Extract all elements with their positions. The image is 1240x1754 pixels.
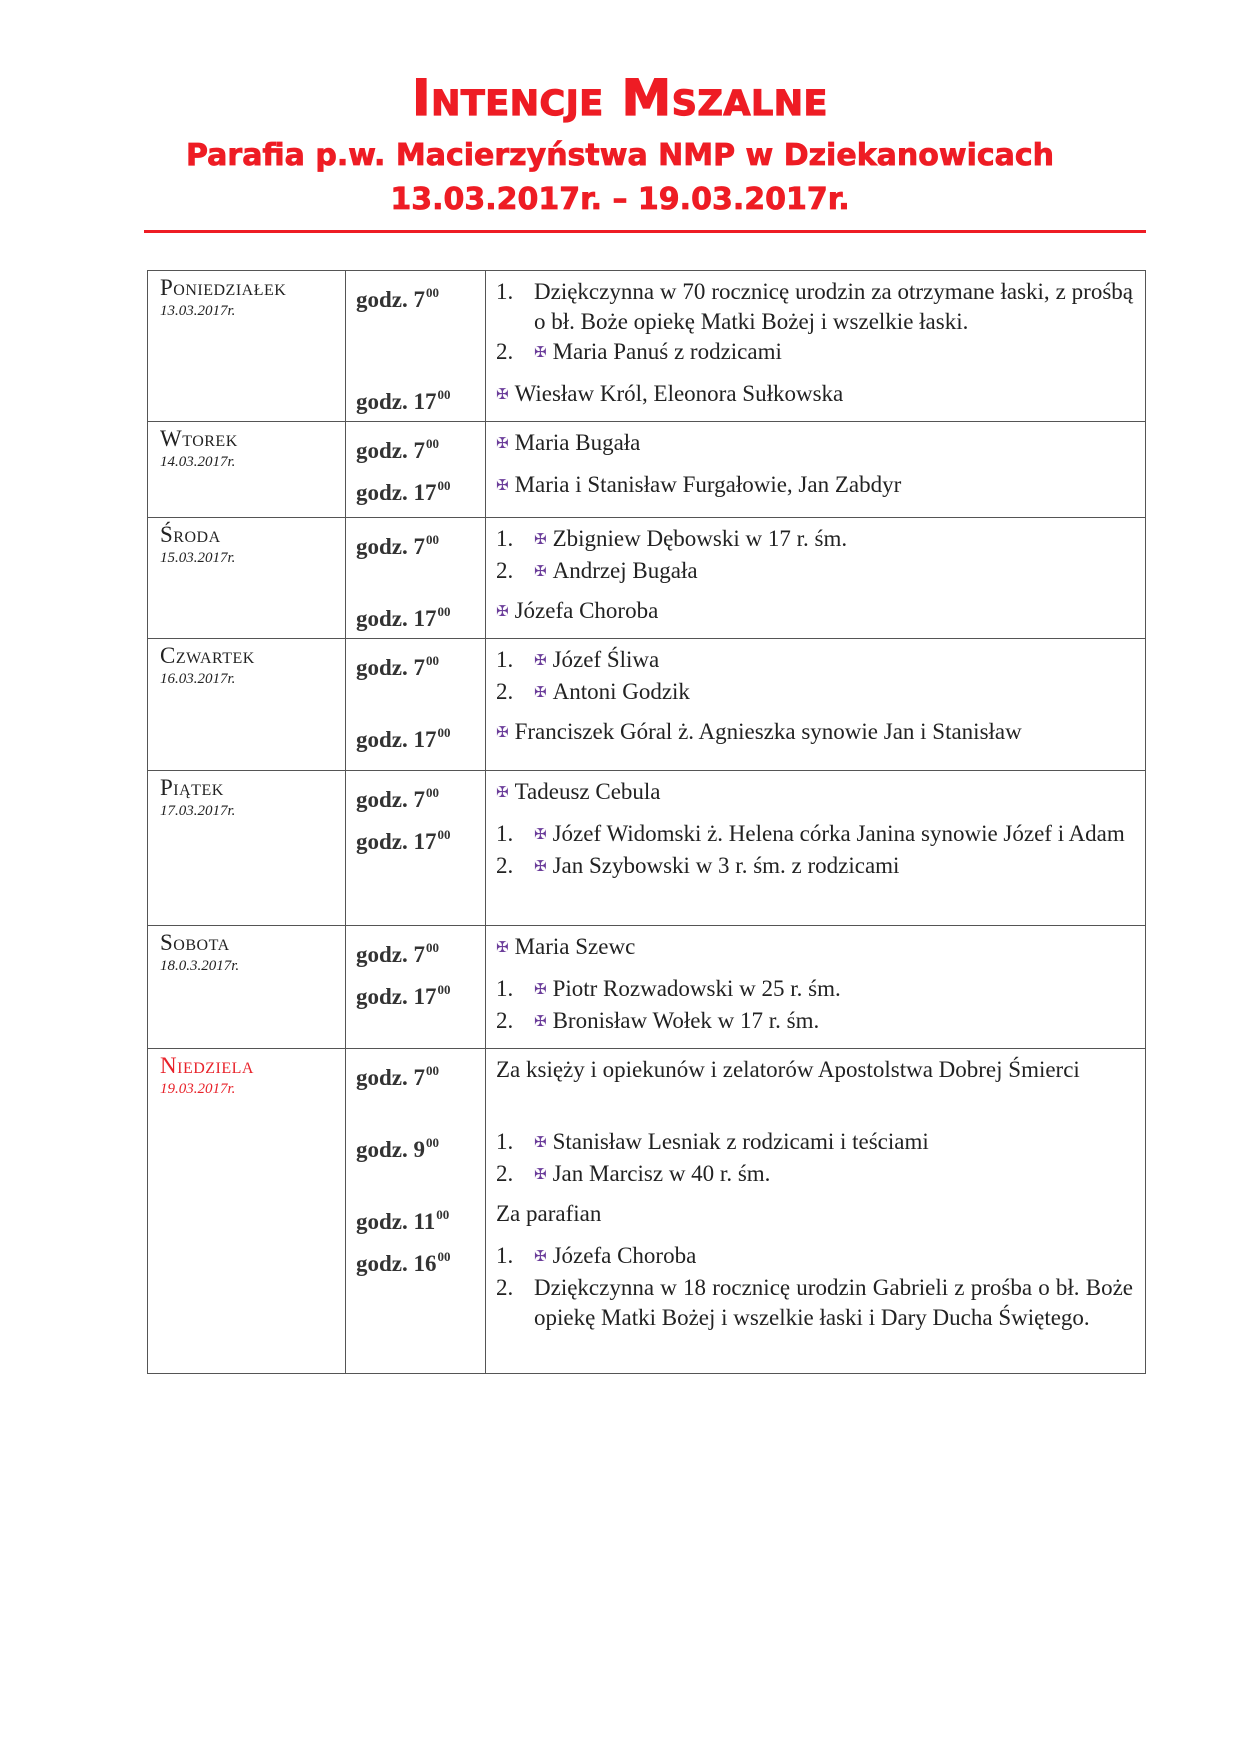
mass-hour: godz. 7 — [356, 287, 425, 312]
day-cell — [148, 271, 346, 422]
intention-number: 1. — [496, 1129, 514, 1154]
day-row — [148, 271, 1146, 422]
day-date: 13.03.2017r. — [160, 303, 236, 319]
cross-icon: ✠ — [534, 980, 547, 998]
intention-number: 1. — [496, 526, 514, 551]
intention-cell — [486, 271, 1146, 422]
intention-cell — [486, 639, 1146, 771]
day-cell — [148, 639, 346, 771]
cross-icon: ✠ — [496, 434, 509, 452]
date-range: 13.03.2017r. – 19.03.2017r. — [390, 182, 850, 217]
mass-minutes: 00 — [437, 478, 451, 493]
day-name: Wtorek — [160, 426, 238, 451]
intention-item — [496, 1241, 1133, 1273]
intention-label: Dziękczynna w 70 rocznicę urodzin za otrzymane łaski, z prośbą o bł. Boże opiekę Matki Bożej i wszelkie łaski. — [534, 279, 1133, 334]
day-row — [148, 639, 1146, 771]
mass-time — [346, 1127, 485, 1199]
intention-text — [496, 596, 1133, 628]
day-name: Niedziela — [160, 1053, 254, 1078]
mass-time — [346, 819, 485, 891]
mass-intentions — [486, 1241, 1145, 1373]
mass-minutes: 00 — [426, 532, 439, 547]
intention-item — [496, 777, 1133, 809]
intention-item — [496, 819, 1133, 851]
intention-number: 1. — [496, 1243, 514, 1268]
mass-hour: godz. 17 — [356, 829, 437, 854]
intention-cell — [486, 926, 1146, 1049]
intention-text — [496, 1055, 1133, 1085]
intention-label: Józefa Choroba — [514, 598, 659, 623]
intention-text — [534, 556, 1133, 588]
day-name: Piątek — [160, 775, 224, 800]
intention-label: Bronisław Wołek w 17 r. śm. — [552, 1008, 820, 1033]
intention-label: Zbigniew Dębowski w 17 r. śm. — [552, 526, 848, 551]
mass-hour: godz. 17 — [356, 389, 437, 414]
intention-item — [496, 974, 1133, 1006]
intention-item — [496, 1159, 1133, 1191]
day-name: Czwartek — [160, 643, 255, 668]
mass-time — [346, 717, 485, 759]
intention-item — [496, 524, 1133, 556]
mass-intentions — [486, 428, 1145, 470]
intention-text — [496, 428, 1133, 460]
mass-time — [346, 1055, 485, 1127]
mass-intentions — [486, 277, 1145, 379]
cross-icon: ✠ — [496, 723, 509, 741]
intention-label: Józefa Choroba — [552, 1243, 697, 1268]
cross-icon: ✠ — [534, 530, 547, 548]
mass-time — [346, 1241, 485, 1373]
intention-number: 2. — [496, 558, 514, 583]
day-cell — [148, 1049, 346, 1374]
cross-icon: ✠ — [534, 1012, 547, 1030]
mass-time — [346, 777, 485, 819]
mass-hour: godz. 7 — [356, 942, 425, 967]
mass-hour: godz. 7 — [356, 655, 425, 680]
mass-minutes: 00 — [437, 604, 451, 619]
intention-item — [496, 1055, 1133, 1085]
intention-number: 2. — [496, 1275, 514, 1300]
mass-minutes: 00 — [426, 1063, 439, 1078]
mass-minutes: 00 — [436, 1207, 450, 1222]
mass-time — [346, 932, 485, 974]
intention-text — [534, 277, 1133, 337]
intention-item — [496, 932, 1133, 964]
intention-number: 2. — [496, 853, 514, 878]
cross-icon: ✠ — [534, 651, 547, 669]
intention-number: 2. — [496, 679, 514, 704]
mass-time — [346, 524, 485, 596]
intention-item — [496, 556, 1133, 588]
intention-text — [534, 1127, 1133, 1159]
page-header — [0, 62, 1240, 222]
mass-time — [346, 379, 485, 421]
day-name: Środa — [160, 522, 221, 547]
mass-hour: godz. 7 — [356, 438, 425, 463]
time-cell — [346, 639, 486, 771]
cross-icon: ✠ — [534, 825, 547, 843]
mass-hour: godz. 16 — [356, 1251, 437, 1276]
time-cell — [346, 271, 486, 422]
intention-number: 1. — [496, 279, 514, 304]
cross-icon: ✠ — [534, 857, 547, 875]
intention-text — [534, 1241, 1133, 1273]
intention-label: Andrzej Bugała — [552, 558, 698, 583]
intention-item — [496, 677, 1133, 709]
intention-cell — [486, 1049, 1146, 1374]
mass-time — [346, 428, 485, 470]
mass-intentions — [486, 596, 1145, 638]
mass-intentions — [486, 1127, 1145, 1199]
time-cell — [346, 518, 486, 639]
day-row — [148, 926, 1146, 1049]
intention-cell — [486, 771, 1146, 926]
cross-icon: ✠ — [496, 938, 509, 956]
intention-text — [496, 777, 1133, 809]
intention-number: 1. — [496, 976, 514, 1001]
intention-text — [534, 1159, 1133, 1191]
mass-hour: godz. 17 — [356, 480, 437, 505]
intention-item — [496, 1006, 1133, 1038]
mass-minutes: 00 — [437, 725, 451, 740]
mass-hour: godz. 17 — [356, 727, 437, 752]
mass-hour: godz. 17 — [356, 606, 437, 631]
intention-item — [496, 851, 1133, 883]
intention-text — [534, 819, 1133, 851]
mass-intentions — [486, 1199, 1145, 1241]
cross-icon: ✠ — [534, 1247, 547, 1265]
time-cell — [346, 422, 486, 518]
day-name: Sobota — [160, 930, 230, 955]
time-cell — [346, 771, 486, 926]
intention-number: 1. — [496, 821, 514, 846]
mass-hour: godz. 7 — [356, 1065, 425, 1090]
intention-label: Franciszek Góral ż. Agnieszka synowie Jan i Stanisław — [514, 719, 1022, 744]
mass-intentions — [486, 777, 1145, 819]
cross-icon: ✠ — [534, 343, 547, 361]
mass-intentions — [486, 379, 1145, 421]
intention-text — [534, 645, 1133, 677]
mass-minutes: 00 — [437, 982, 451, 997]
mass-time — [346, 470, 485, 512]
mass-intentions — [486, 524, 1145, 596]
day-cell — [148, 926, 346, 1049]
cross-icon: ✠ — [496, 602, 509, 620]
page-title: Intencje Mszalne — [412, 69, 828, 127]
mass-hour: godz. 17 — [356, 984, 437, 1009]
intention-number: 2. — [496, 1008, 514, 1033]
mass-minutes: 00 — [426, 940, 439, 955]
intention-label: Józef Śliwa — [552, 647, 660, 672]
intention-label: Tadeusz Cebula — [514, 779, 661, 804]
day-row — [148, 1049, 1146, 1374]
intention-item — [496, 1127, 1133, 1159]
intention-label: Maria Bugała — [514, 430, 641, 455]
intention-text — [534, 524, 1133, 556]
header-divider — [144, 230, 1146, 233]
intention-item — [496, 470, 1133, 502]
intention-label: Maria i Stanisław Furgałowie, Jan Zabdyr — [514, 472, 902, 497]
day-row — [148, 422, 1146, 518]
intention-label: Józef Widomski ż. Helena córka Janina synowie Józef i Adam — [552, 821, 1125, 846]
mass-hour: godz. 9 — [356, 1137, 425, 1162]
day-date: 17.03.2017r. — [160, 803, 236, 819]
time-cell — [346, 1049, 486, 1374]
intention-label: Dziękczynna w 18 rocznicę urodzin Gabrieli z prośba o bł. Boże opiekę Matki Bożej i wszelkie łaski i Dary Ducha Świętego. — [534, 1275, 1133, 1330]
intention-label: Za parafian — [496, 1201, 602, 1226]
day-cell — [148, 518, 346, 639]
mass-minutes: 00 — [426, 285, 439, 300]
intention-label: Maria Szewc — [514, 934, 636, 959]
cross-icon: ✠ — [496, 476, 509, 494]
intention-text — [496, 470, 1133, 502]
intention-cell — [486, 518, 1146, 639]
intention-text — [496, 932, 1133, 964]
mass-time — [346, 596, 485, 638]
cross-icon: ✠ — [496, 385, 509, 403]
day-date: 18.0.3.2017r. — [160, 958, 240, 974]
intention-cell — [486, 422, 1146, 518]
day-date: 15.03.2017r. — [160, 550, 236, 566]
mass-time — [346, 277, 485, 379]
mass-intentions — [486, 1055, 1145, 1127]
mass-intentions-table — [147, 270, 1146, 1374]
day-date: 19.03.2017r. — [160, 1081, 236, 1097]
intention-item — [496, 277, 1133, 337]
cross-icon: ✠ — [496, 783, 509, 801]
intention-text — [534, 851, 1133, 883]
mass-intentions — [486, 819, 1145, 891]
intention-item — [496, 428, 1133, 460]
mass-minutes: 00 — [426, 653, 439, 668]
intention-text — [496, 1199, 1133, 1229]
intention-label: Antoni Godzik — [552, 679, 690, 704]
intention-text — [534, 337, 1133, 369]
mass-intentions — [486, 470, 1145, 512]
intention-label: Stanisław Lesniak z rodzicami i teściami — [552, 1129, 929, 1154]
mass-minutes: 00 — [426, 1135, 439, 1150]
intention-text — [534, 974, 1133, 1006]
intention-label: Wiesław Król, Eleonora Sułkowska — [514, 381, 844, 406]
intention-item — [496, 717, 1133, 749]
mass-minutes: 00 — [426, 785, 439, 800]
mass-intentions — [486, 717, 1145, 759]
intention-item — [496, 1199, 1133, 1229]
intention-item — [496, 337, 1133, 369]
mass-time — [346, 1199, 485, 1241]
intention-item — [496, 379, 1133, 411]
mass-minutes: 00 — [437, 1249, 451, 1264]
mass-hour: godz. 11 — [356, 1209, 436, 1234]
mass-hour: godz. 7 — [356, 534, 425, 559]
mass-intentions — [486, 645, 1145, 717]
mass-minutes: 00 — [437, 387, 451, 402]
intention-text — [534, 677, 1133, 709]
parish-name: Parafia p.w. Macierzyństwa NMP w Dziekanowicach — [185, 138, 1055, 173]
intention-item — [496, 1273, 1133, 1333]
intention-text — [534, 1273, 1133, 1333]
intention-item — [496, 645, 1133, 677]
cross-icon: ✠ — [534, 1133, 547, 1151]
day-row — [148, 771, 1146, 926]
mass-intentions — [486, 932, 1145, 974]
intention-item — [496, 596, 1133, 628]
day-cell — [148, 771, 346, 926]
intention-number: 1. — [496, 647, 514, 672]
day-name: Poniedziałek — [160, 275, 287, 300]
intention-label: Maria Panuś z rodzicami — [552, 339, 782, 364]
mass-time — [346, 974, 485, 1046]
mass-minutes: 00 — [437, 827, 451, 842]
mass-hour: godz. 7 — [356, 787, 425, 812]
day-date: 14.03.2017r. — [160, 454, 236, 470]
intention-number: 2. — [496, 339, 514, 364]
cross-icon: ✠ — [534, 1165, 547, 1183]
intention-label: Jan Szybowski w 3 r. śm. z rodzicami — [552, 853, 900, 878]
intention-label: Jan Marcisz w 40 r. śm. — [552, 1161, 771, 1186]
intention-number: 2. — [496, 1161, 514, 1186]
intention-text — [496, 717, 1133, 749]
cross-icon: ✠ — [534, 683, 547, 701]
time-cell — [346, 926, 486, 1049]
intention-label: Piotr Rozwadowski w 25 r. śm. — [552, 976, 841, 1001]
intention-text — [496, 379, 1133, 411]
mass-intentions — [486, 974, 1145, 1046]
day-date: 16.03.2017r. — [160, 671, 236, 687]
mass-time — [346, 645, 485, 717]
intention-label: Za księży i opiekunów i zelatorów Apostolstwa Dobrej Śmierci — [496, 1057, 1080, 1082]
cross-icon: ✠ — [534, 562, 547, 580]
day-cell — [148, 422, 346, 518]
mass-minutes: 00 — [426, 436, 439, 451]
intention-text — [534, 1006, 1133, 1038]
day-row — [148, 518, 1146, 639]
